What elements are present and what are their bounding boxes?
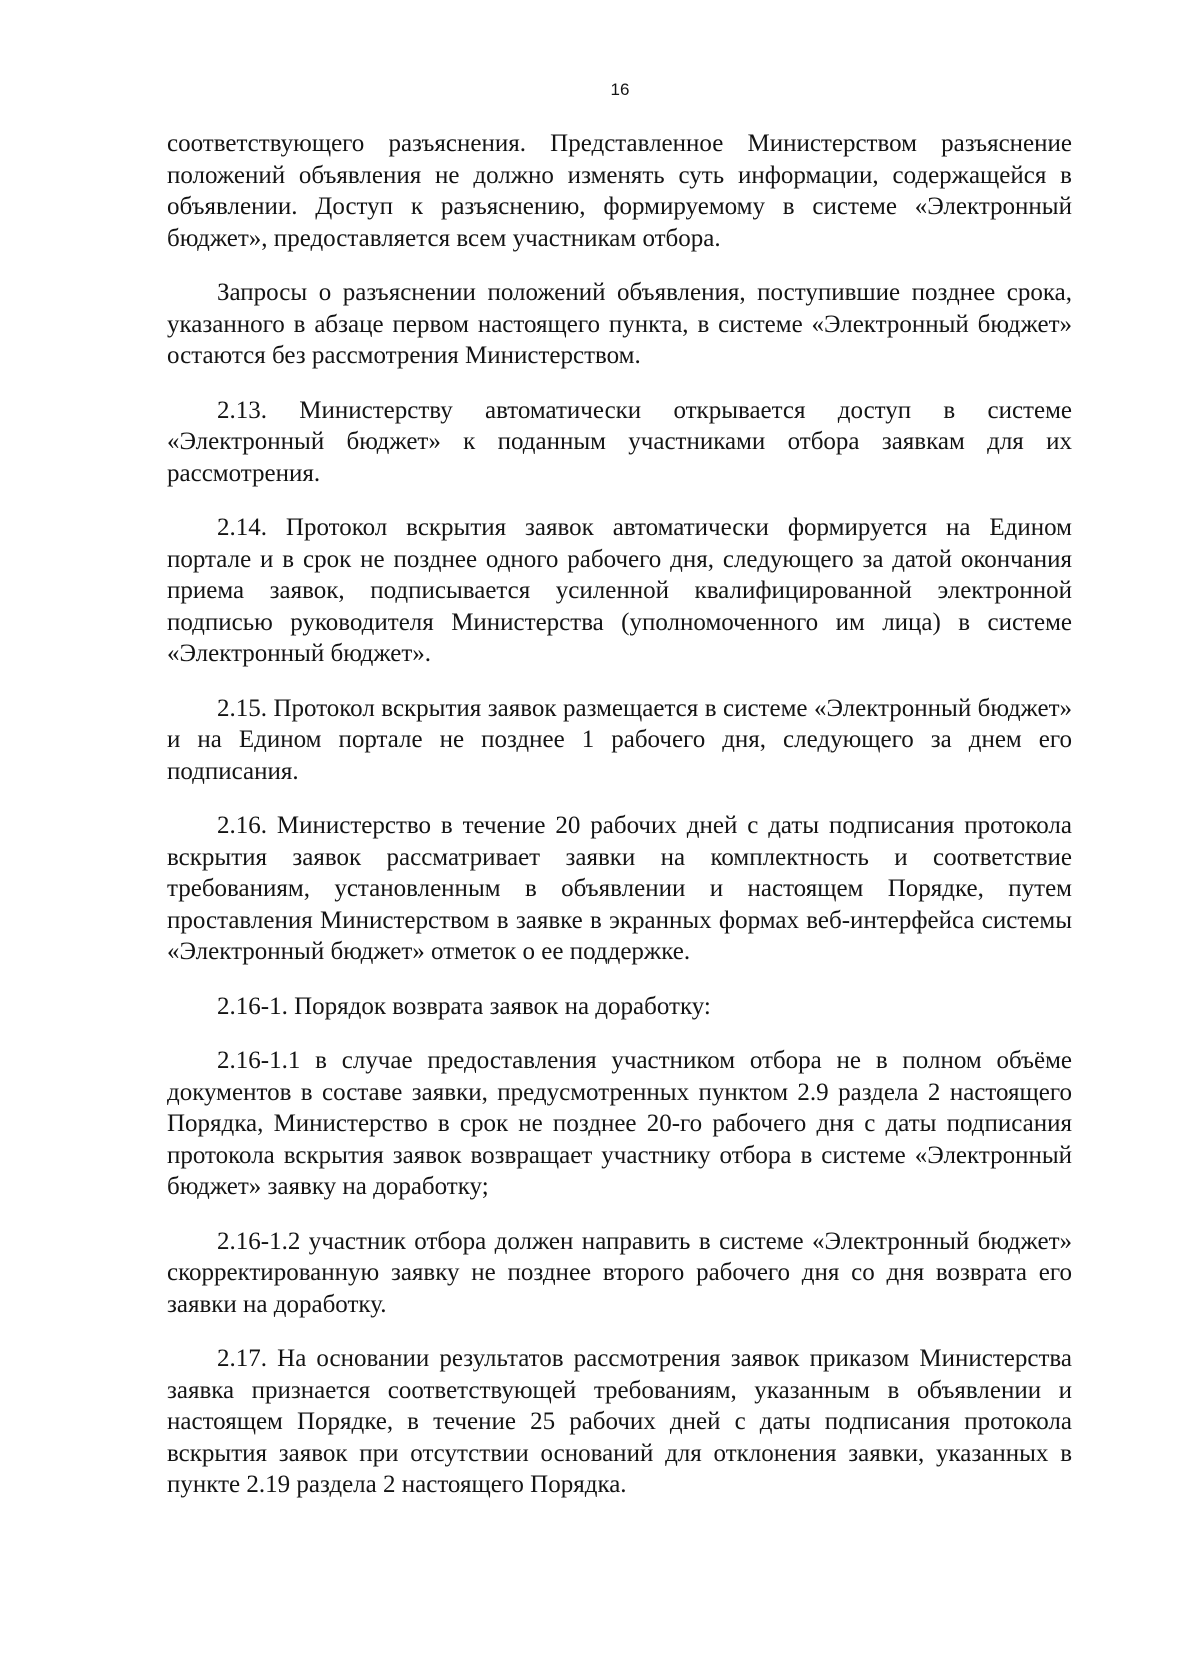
paragraph-2-13: 2.13. Министерству автоматически открывается доступ в системе «Электронный бюджет» к поданным участниками отбора заявкам для их рассмотрения. [167,396,1072,487]
document-body [167,128,1072,1501]
paragraph-clarification-requests: Запросы о разъяснении положений объявления, поступившие позднее срока, указанного в абзаце первом настоящего пункта, в системе «Электронный бюджет» остаются без рассмотрения Министерством. [167,279,1072,369]
paragraph-2-16-1-2: 2.16-1.2 участник отбора должен направить в системе «Электронный бюджет» скорректированную заявку не позднее второго рабочего дня со дня возврата его заявки на доработку. [167,1227,1072,1318]
page-number: 16 [610,80,630,99]
paragraph-2-17: 2.17. На основании результатов рассмотрения заявок приказом Министерства заявка признается соответствующей требованиям, указанным в объявлении и настоящем Порядке, в течение 25 рабочих дней с даты подписания протокола вскрытия заявок при отсутствии оснований для отклонения заявки, указанных в пункте 2.19 раздела 2 настоящего Порядка. [167,1345,1072,1498]
paragraph-2-16-1-1: 2.16-1.1 в случае предоставления участником отбора не в полном объёме документов в составе заявки, предусмотренных пунктом 2.9 раздела 2 настоящего Порядка, Министерство в срок не позднее 20-го рабочего дня с даты подписания протокола вскрытия заявок возвращает участнику отбора в системе «Электронный бюджет» заявку на доработку; [167,1047,1072,1200]
paragraph-2-16: 2.16. Министерство в течение 20 рабочих дней с даты подписания протокола вскрытия заявок рассматривает заявки на комплектность и соответствие требованиям, установленным в объявлении и настоящем Порядке, путем проставления Министерством в заявке в экранных формах веб-интерфейса системы «Электронный бюджет» отметок о ее поддержке. [167,812,1072,965]
paragraph-2-15: 2.15. Протокол вскрытия заявок размещается в системе «Электронный бюджет» и на Едином портале не позднее 1 рабочего дня, следующего за днем его подписания. [167,694,1072,785]
paragraph-2-16-1: 2.16-1. Порядок возврата заявок на доработку: [217,992,711,1020]
paragraph-2-14: 2.14. Протокол вскрытия заявок автоматически формируется на Едином портале и в срок не позднее одного рабочего дня, следующего за датой окончания приема заявок, подписывается усиленной квалифицированной электронной подписью руководителя Министерства (уполномоченного им лица) в системе «Электронный бюджет». [167,514,1072,667]
paragraph-continuation: соответствующего разъяснения. Представленное Министерством разъяснение положений объявления не должно изменять суть информации, содержащейся в объявлении. Доступ к разъяснению, формируемому в системе «Электронный бюджет», предоставляется всем участникам отбора. [167,130,1072,252]
